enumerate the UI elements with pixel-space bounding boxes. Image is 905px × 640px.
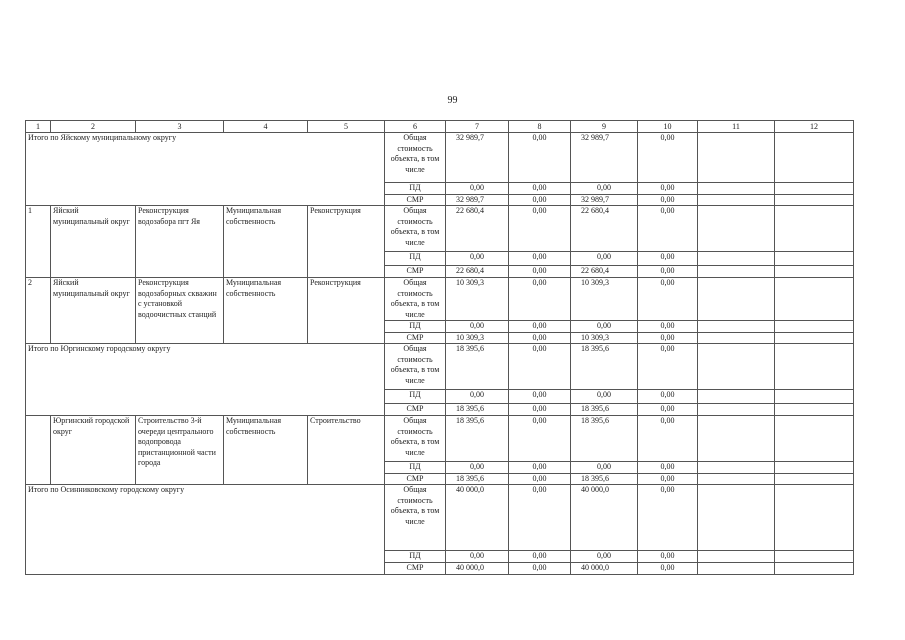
empty-cell xyxy=(775,344,854,390)
value-cell: 0,00 xyxy=(571,252,638,266)
value-cell: 0,00 xyxy=(509,332,571,344)
cost-type-label: СМР xyxy=(385,563,446,575)
value-cell: 32 989,7 xyxy=(571,133,638,183)
value-cell: 0,00 xyxy=(446,183,509,195)
cost-type-label: Общая стоимость объекта, в том числе xyxy=(385,206,446,252)
object-name: Строительство 3-й очереди центрального водопровода пристанционной части города xyxy=(136,416,224,485)
value-cell: 0,00 xyxy=(509,133,571,183)
cost-type-label: СМР xyxy=(385,194,446,206)
column-number: 2 xyxy=(51,121,136,133)
value-cell: 22 680,4 xyxy=(446,206,509,252)
value-cell: 0,00 xyxy=(509,390,571,404)
value-cell: 0,00 xyxy=(638,485,698,551)
empty-cell xyxy=(775,404,854,416)
work-type: Реконструкция xyxy=(308,206,385,278)
empty-cell xyxy=(698,206,775,252)
column-number: 4 xyxy=(224,121,308,133)
value-cell: 18 395,6 xyxy=(446,344,509,390)
value-cell: 0,00 xyxy=(509,404,571,416)
value-cell: 40 000,0 xyxy=(446,563,509,575)
value-cell: 10 309,3 xyxy=(446,278,509,321)
row-number: 1 xyxy=(26,206,51,278)
column-number: 12 xyxy=(775,121,854,133)
cost-type-label: Общая стоимость объекта, в том числе xyxy=(385,133,446,183)
column-number: 1 xyxy=(26,121,51,133)
value-cell: 0,00 xyxy=(638,390,698,404)
column-number: 9 xyxy=(571,121,638,133)
value-cell: 0,00 xyxy=(638,183,698,195)
column-number: 11 xyxy=(698,121,775,133)
cost-type-label: ПД xyxy=(385,551,446,563)
district-name: Яйский муниципальный округ xyxy=(51,206,136,278)
empty-cell xyxy=(775,473,854,485)
value-cell: 40 000,0 xyxy=(571,485,638,551)
district-total-title: Итого по Осинниковскому городскому округу xyxy=(26,485,385,575)
empty-cell xyxy=(698,404,775,416)
empty-cell xyxy=(775,416,854,462)
empty-cell xyxy=(698,344,775,390)
empty-cell xyxy=(698,252,775,266)
value-cell: 0,00 xyxy=(509,462,571,474)
value-cell: 0,00 xyxy=(509,416,571,462)
value-cell: 22 680,4 xyxy=(446,266,509,278)
value-cell: 18 395,6 xyxy=(571,416,638,462)
column-number: 6 xyxy=(385,121,446,133)
cost-type-label: ПД xyxy=(385,390,446,404)
value-cell: 40 000,0 xyxy=(571,563,638,575)
empty-cell xyxy=(775,462,854,474)
value-cell: 0,00 xyxy=(509,551,571,563)
empty-cell xyxy=(698,473,775,485)
value-cell: 0,00 xyxy=(509,278,571,321)
value-cell: 0,00 xyxy=(446,390,509,404)
value-cell: 0,00 xyxy=(638,278,698,321)
column-number: 10 xyxy=(638,121,698,133)
value-cell: 0,00 xyxy=(509,485,571,551)
table-row xyxy=(26,485,854,551)
district-name: Яйский муниципальный округ xyxy=(51,278,136,344)
empty-cell xyxy=(698,321,775,333)
value-cell: 10 309,3 xyxy=(571,278,638,321)
empty-cell xyxy=(775,563,854,575)
value-cell: 0,00 xyxy=(509,183,571,195)
value-cell: 0,00 xyxy=(638,344,698,390)
value-cell: 0,00 xyxy=(509,194,571,206)
district-name: Юргинский городской округ xyxy=(51,416,136,485)
cost-type-label: СМР xyxy=(385,473,446,485)
value-cell: 0,00 xyxy=(638,194,698,206)
empty-cell xyxy=(698,332,775,344)
column-number: 7 xyxy=(446,121,509,133)
page-number: 99 xyxy=(447,95,458,106)
value-cell: 0,00 xyxy=(638,551,698,563)
empty-cell xyxy=(775,183,854,195)
ownership-type: Муниципальная собственность xyxy=(224,416,308,485)
value-cell: 18 395,6 xyxy=(571,404,638,416)
ownership-type: Муниципальная собственность xyxy=(224,278,308,344)
cost-type-label: Общая стоимость объекта, в том числе xyxy=(385,485,446,551)
table-row xyxy=(26,416,854,462)
value-cell: 0,00 xyxy=(638,133,698,183)
table-row xyxy=(26,278,854,321)
empty-cell xyxy=(698,485,775,551)
row-number: 2 xyxy=(26,278,51,344)
empty-cell xyxy=(698,416,775,462)
value-cell: 0,00 xyxy=(446,252,509,266)
ownership-type: Муниципальная собственность xyxy=(224,206,308,278)
value-cell: 0,00 xyxy=(571,462,638,474)
cost-type-label: СМР xyxy=(385,266,446,278)
value-cell: 0,00 xyxy=(571,321,638,333)
value-cell: 0,00 xyxy=(446,462,509,474)
value-cell: 0,00 xyxy=(638,206,698,252)
value-cell: 0,00 xyxy=(638,563,698,575)
value-cell: 0,00 xyxy=(509,266,571,278)
value-cell: 0,00 xyxy=(638,416,698,462)
value-cell: 18 395,6 xyxy=(571,344,638,390)
value-cell: 0,00 xyxy=(446,321,509,333)
cost-type-label: Общая стоимость объекта, в том числе xyxy=(385,278,446,321)
value-cell: 0,00 xyxy=(509,252,571,266)
value-cell: 32 989,7 xyxy=(446,194,509,206)
value-cell: 0,00 xyxy=(638,321,698,333)
value-cell: 22 680,4 xyxy=(571,206,638,252)
value-cell: 18 395,6 xyxy=(571,473,638,485)
value-cell: 0,00 xyxy=(638,462,698,474)
investment-table xyxy=(25,120,854,575)
object-name: Реконструкция водозаборных скважин с установкой водоочистных станций xyxy=(136,278,224,344)
district-total-title: Итого по Юргинскому городскому округу xyxy=(26,344,385,416)
value-cell: 0,00 xyxy=(571,551,638,563)
empty-cell xyxy=(775,252,854,266)
empty-cell xyxy=(698,266,775,278)
value-cell: 0,00 xyxy=(638,404,698,416)
column-number: 3 xyxy=(136,121,224,133)
empty-cell xyxy=(775,332,854,344)
empty-cell xyxy=(698,563,775,575)
value-cell: 0,00 xyxy=(571,183,638,195)
empty-cell xyxy=(775,206,854,252)
empty-cell xyxy=(698,390,775,404)
value-cell: 0,00 xyxy=(638,332,698,344)
empty-cell xyxy=(698,278,775,321)
cost-type-label: Общая стоимость объекта, в том числе xyxy=(385,344,446,390)
empty-cell xyxy=(775,390,854,404)
column-number: 5 xyxy=(308,121,385,133)
empty-cell xyxy=(698,194,775,206)
empty-cell xyxy=(698,183,775,195)
value-cell: 18 395,6 xyxy=(446,473,509,485)
value-cell: 40 000,0 xyxy=(446,485,509,551)
empty-cell xyxy=(775,485,854,551)
cost-type-label: ПД xyxy=(385,321,446,333)
cost-type-label: ПД xyxy=(385,462,446,474)
empty-cell xyxy=(775,194,854,206)
empty-cell xyxy=(698,133,775,183)
value-cell: 0,00 xyxy=(509,344,571,390)
cost-type-label: Общая стоимость объекта, в том числе xyxy=(385,416,446,462)
table-row xyxy=(26,206,854,252)
table-row xyxy=(26,344,854,390)
value-cell: 0,00 xyxy=(509,321,571,333)
value-cell: 18 395,6 xyxy=(446,416,509,462)
empty-cell xyxy=(698,551,775,563)
value-cell: 32 989,7 xyxy=(446,133,509,183)
district-total-title: Итого по Яйскому муниципальному округу xyxy=(26,133,385,206)
row-number xyxy=(26,416,51,485)
value-cell: 0,00 xyxy=(509,206,571,252)
empty-cell xyxy=(775,278,854,321)
cost-type-label: ПД xyxy=(385,252,446,266)
value-cell: 0,00 xyxy=(509,473,571,485)
header-row xyxy=(26,121,854,133)
value-cell: 0,00 xyxy=(509,563,571,575)
table-row xyxy=(26,133,854,183)
value-cell: 22 680,4 xyxy=(571,266,638,278)
work-type: Реконструкция xyxy=(308,278,385,344)
cost-type-label: СМР xyxy=(385,332,446,344)
object-name: Реконструкция водозабора пгт Яя xyxy=(136,206,224,278)
empty-cell xyxy=(698,462,775,474)
value-cell: 18 395,6 xyxy=(446,404,509,416)
column-number: 8 xyxy=(509,121,571,133)
value-cell: 0,00 xyxy=(638,473,698,485)
value-cell: 10 309,3 xyxy=(446,332,509,344)
cost-type-label: СМР xyxy=(385,404,446,416)
work-type: Строительство xyxy=(308,416,385,485)
value-cell: 0,00 xyxy=(638,252,698,266)
value-cell: 0,00 xyxy=(638,266,698,278)
value-cell: 0,00 xyxy=(446,551,509,563)
value-cell: 10 309,3 xyxy=(571,332,638,344)
cost-type-label: ПД xyxy=(385,183,446,195)
empty-cell xyxy=(775,133,854,183)
empty-cell xyxy=(775,321,854,333)
value-cell: 0,00 xyxy=(571,390,638,404)
empty-cell xyxy=(775,266,854,278)
value-cell: 32 989,7 xyxy=(571,194,638,206)
empty-cell xyxy=(775,551,854,563)
